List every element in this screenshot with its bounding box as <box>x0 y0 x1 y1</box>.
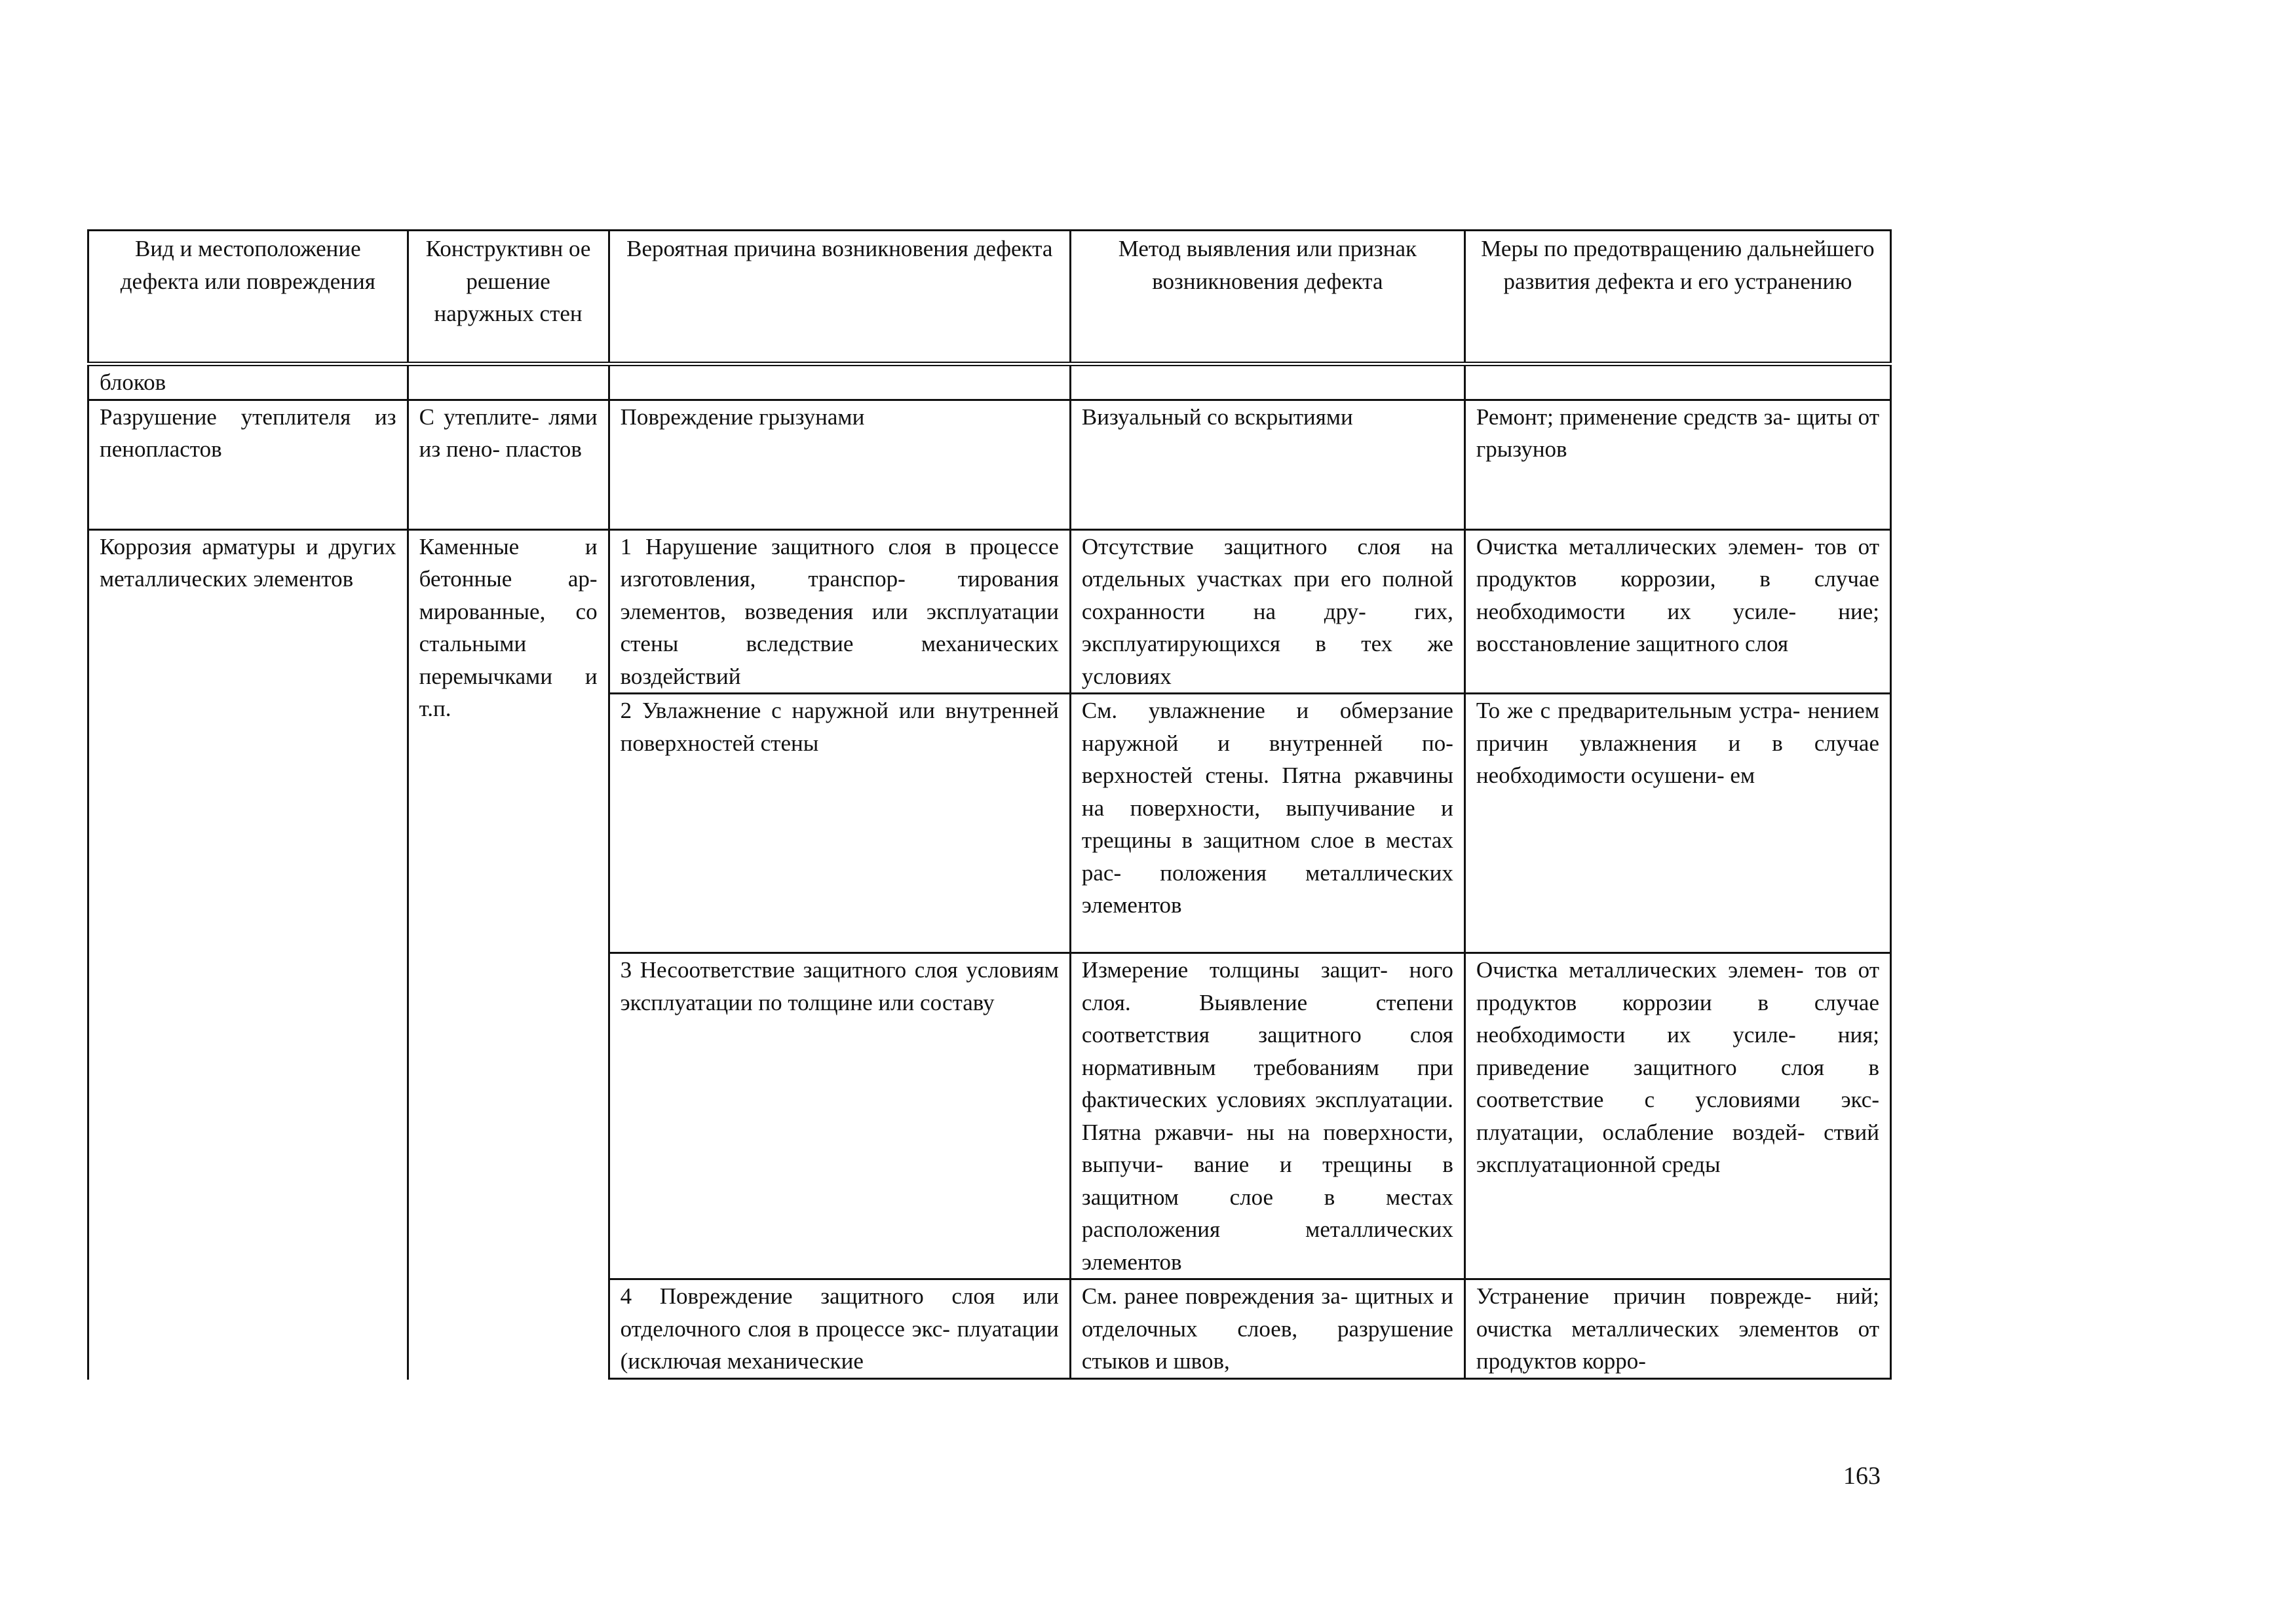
cell-defect-type: блоков <box>88 364 408 400</box>
cell-prevention-measures <box>1464 364 1890 400</box>
cell-detection-method: См. увлажнение и обмерзание наружной и внутренней по- верхностей стены. Пятна ржавчины на поверхности, выпучивание и трещины в защитном слое в местах рас- положения металлических элементов <box>1070 694 1464 953</box>
cell-prevention-measures: Ремонт; применение средств за- щиты от грызунов <box>1464 400 1890 529</box>
table-row <box>88 364 1891 400</box>
cell-prevention-measures: Устранение причин поврежде- ний; очистка металлических элементов от продуктов корро- <box>1464 1279 1890 1379</box>
cell-detection-method: См. ранее повреждения за- щитных и отделочных слоев, разрушение стыков и швов, <box>1070 1279 1464 1379</box>
cell-prevention-measures: Очистка металлических элемен- тов от продуктов коррозии в случае необходимости их усиле- ния; приведение защитного слоя в соответствие с условиями экс- плуатации, ослабление воздей- ствий эксплуатационной среды <box>1464 953 1890 1279</box>
cell-probable-cause: Повреждение грызунами <box>609 400 1070 529</box>
defects-table <box>87 229 1892 1380</box>
table-header-row <box>88 231 1891 364</box>
cell-wall-construction: Каменные и бетонные ар- мированные, со стальными перемычками и т.п. <box>408 529 609 1378</box>
cell-detection-method <box>1070 364 1464 400</box>
cell-detection-method: Визуальный со вскрытиями <box>1070 400 1464 529</box>
header-wall-construction: Конструктивн ое решение наружных стен <box>408 231 609 364</box>
cell-defect-type: Разрушение утеплителя из пенопластов <box>88 400 408 529</box>
header-probable-cause: Вероятная причина возникновения дефекта <box>609 231 1070 364</box>
header-detection-method: Метод выявления или признак возникновения дефекта <box>1070 231 1464 364</box>
cell-wall-construction <box>408 364 609 400</box>
cell-prevention-measures: То же с предварительным устра- нением причин увлажнения и в случае необходимости осушени- ем <box>1464 694 1890 953</box>
cell-probable-cause: 2 Увлажнение с наружной или внутренней поверхностей стены <box>609 694 1070 953</box>
table-row <box>88 529 1891 694</box>
cell-probable-cause: 3 Несоответствие защитного слоя условиям эксплуатации по толщине или составу <box>609 953 1070 1279</box>
cell-detection-method: Отсутствие защитного слоя на отдельных участках при его полной сохранности на дру- гих, эксплуатирующихся в тех же условиях <box>1070 529 1464 694</box>
cell-detection-method: Измерение толщины защит- ного слоя. Выявление степени соответствия защитного слоя нормативным требованиям при фактических условиях эксплуатации. Пятна ржавчи- ны на поверхности, выпучи- вание и трещины в защитном слое в местах расположения металлических элементов <box>1070 953 1464 1279</box>
header-prevention-measures: Меры по предотвращению дальнейшего развития дефекта и его устранению <box>1464 231 1890 364</box>
page-number: 163 <box>1843 1462 1881 1490</box>
cell-probable-cause: 4 Повреждение защитного слоя или отделочного слоя в процессе экс- плуатации (исключая механические <box>609 1279 1070 1379</box>
cell-probable-cause: 1 Нарушение защитного слоя в процессе изготовления, транспор- тирования элементов, возведения или эксплуатации стены вследствие механических воздействий <box>609 529 1070 694</box>
header-defect-type: Вид и местоположение дефекта или повреждения <box>88 231 408 364</box>
table-row <box>88 400 1891 529</box>
cell-probable-cause <box>609 364 1070 400</box>
cell-defect-type: Коррозия арматуры и других металлических элементов <box>88 529 408 1378</box>
cell-prevention-measures: Очистка металлических элемен- тов от продуктов коррозии, в случае необходимости их усиле- ние; восстановление защитного слоя <box>1464 529 1890 694</box>
cell-wall-construction: С утеплите- лями из пено- пластов <box>408 400 609 529</box>
